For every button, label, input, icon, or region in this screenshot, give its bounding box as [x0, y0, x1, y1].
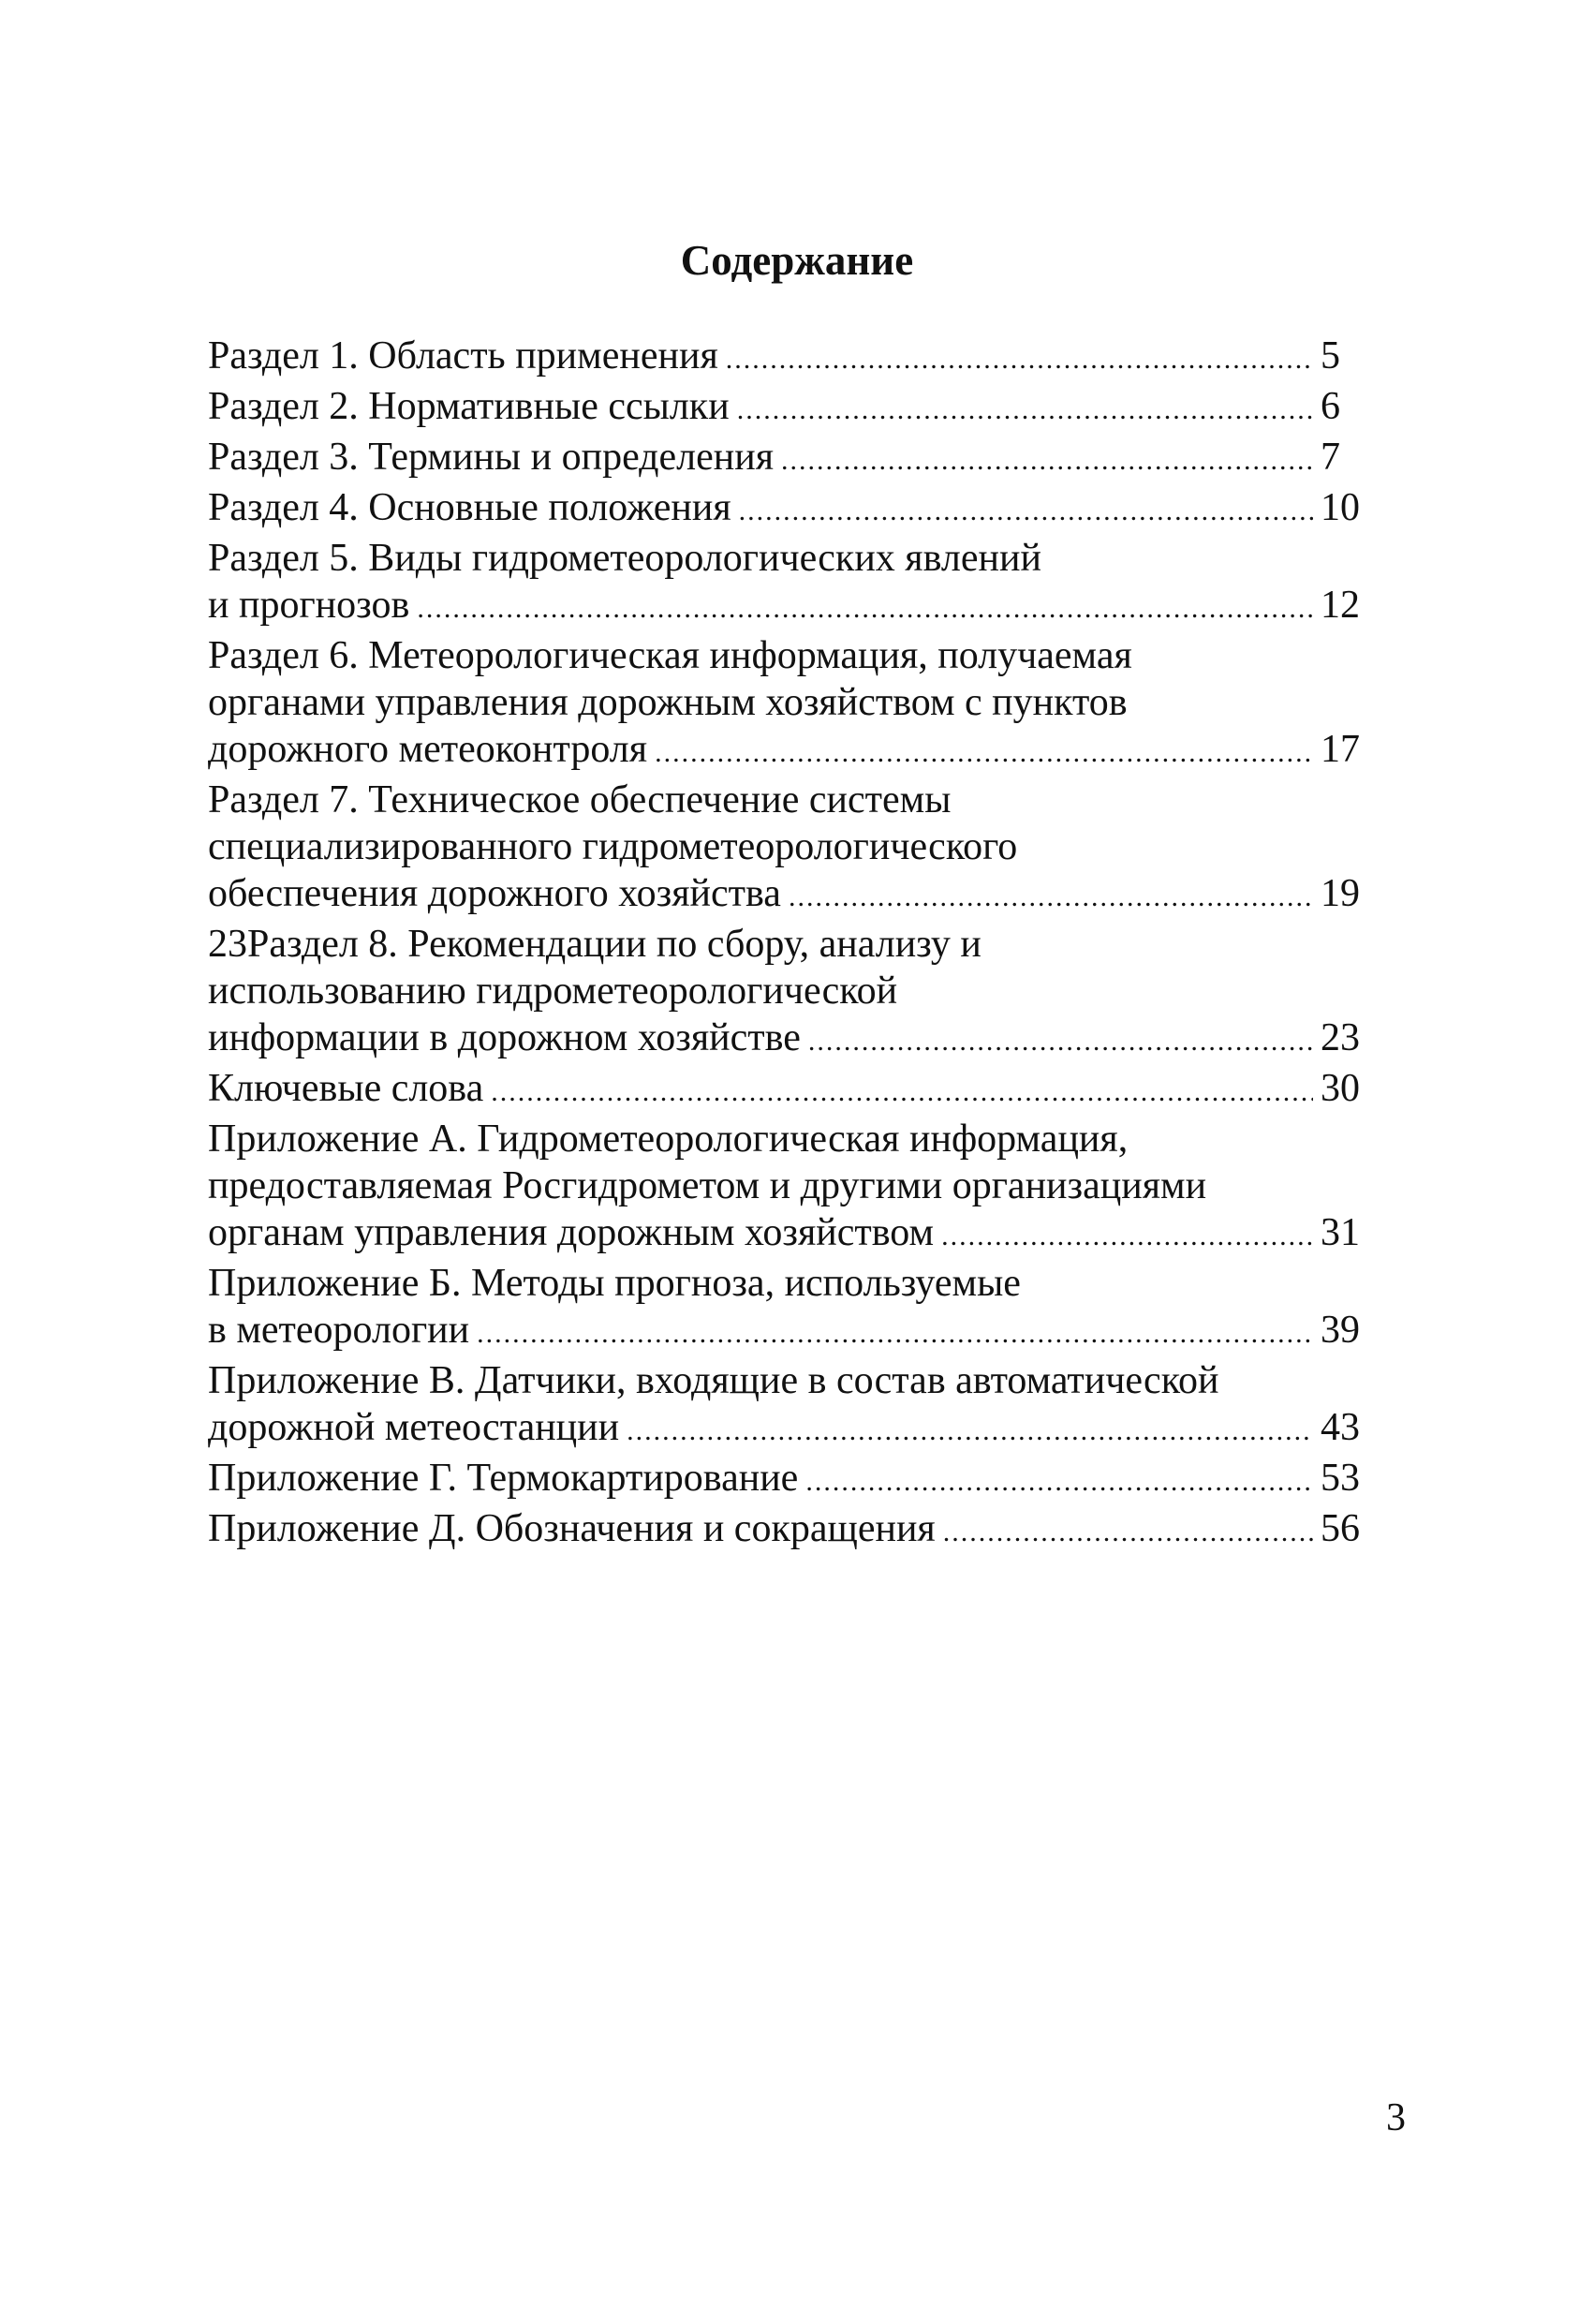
toc-entry-text: Раздел 5. Виды гидрометеорологических явлений: [208, 537, 1041, 580]
toc-entry[interactable]: [208, 333, 1369, 383]
toc-page-number: 31: [1321, 1211, 1360, 1254]
toc-entry-text: Приложение А. Гидрометеорологическая информация,: [208, 1118, 1129, 1161]
toc-entry-row: [208, 582, 1369, 632]
toc-entry-row: [208, 726, 1369, 777]
toc-entry-text: органам управления дорожным хозяйством: [208, 1211, 935, 1254]
toc-page-number: 23: [1321, 1016, 1360, 1059]
toc-entry-text: обеспечения дорожного хозяйства: [208, 872, 781, 915]
toc-page-number: 6: [1321, 385, 1340, 428]
page-title: Содержание: [680, 237, 914, 284]
toc-dot-leader: [739, 488, 1313, 535]
toc-dot-leader: [941, 1213, 1313, 1260]
toc-entry[interactable]: [208, 632, 1369, 777]
toc-page-number: 39: [1321, 1309, 1360, 1352]
toc-entry[interactable]: [208, 535, 1369, 632]
toc-entry-text: Приложение Д. Обозначения и сокращения: [208, 1507, 936, 1550]
toc-entry-text: Раздел 1. Область применения: [208, 334, 718, 377]
toc-entry-text: Раздел 6. Метеорологическая информация, получаемая: [208, 634, 1132, 677]
toc-entry-text: Раздел 2. Нормативные ссылки: [208, 385, 730, 428]
toc-dot-leader: [737, 387, 1313, 434]
toc-entry-text: Приложение Б. Методы прогноза, используемые: [208, 1262, 1021, 1305]
page-number: 3: [1386, 2096, 1406, 2139]
toc-dot-leader: [491, 1069, 1313, 1116]
toc-entry-row: [208, 333, 1369, 383]
toc-page-number: 10: [1321, 486, 1360, 529]
toc-entry[interactable]: [208, 484, 1369, 535]
toc-entry-text: Приложение В. Датчики, входящие в состав автоматической: [208, 1359, 1219, 1402]
toc-entry-text: Приложение Г. Термокартирование: [208, 1457, 799, 1500]
toc-dot-leader: [781, 437, 1313, 484]
toc-dot-leader: [627, 1408, 1313, 1455]
toc-entry[interactable]: [208, 921, 1369, 1065]
toc-page-number: 7: [1321, 436, 1340, 479]
toc-entry-row: [208, 1065, 1369, 1116]
toc-entry-row: [208, 1014, 1369, 1065]
toc-entry-row: [208, 484, 1369, 535]
toc-dot-leader: [726, 336, 1313, 383]
toc-page-number: 30: [1321, 1067, 1360, 1110]
toc-entry[interactable]: [208, 1357, 1369, 1455]
toc-entry-text: в метеорологии: [208, 1309, 470, 1352]
toc-entry-row: [208, 1307, 1369, 1357]
toc-page-number: 5: [1321, 334, 1340, 377]
toc-dot-leader: [808, 1018, 1313, 1065]
toc-entry-text: Раздел 3. Термины и определения: [208, 436, 775, 479]
toc-dot-leader: [477, 1310, 1313, 1357]
toc-entry-text: Раздел 4. Основные положения: [208, 486, 731, 529]
toc-entry[interactable]: [208, 1455, 1369, 1505]
toc-entry-row: [208, 1209, 1369, 1260]
toc-entry-row: [208, 1455, 1369, 1505]
toc-entry-row: [208, 383, 1369, 434]
toc-entry[interactable]: [208, 434, 1369, 484]
toc-entry-text: дорожного метеоконтроля: [208, 728, 648, 771]
toc-page-number: 53: [1321, 1457, 1360, 1500]
toc-page-number: 56: [1321, 1507, 1360, 1550]
toc-dot-leader: [417, 585, 1313, 632]
toc-dot-leader: [789, 874, 1313, 921]
toc-entry[interactable]: [208, 777, 1369, 921]
toc-page-number: 19: [1321, 872, 1360, 915]
toc-entry-text: 23Раздел 8. Рекомендации по сбору, анализу и: [208, 923, 981, 966]
toc-entry[interactable]: [208, 1505, 1369, 1556]
toc-entry-text: использованию гидрометеорологической: [208, 970, 898, 1013]
toc-page-number: 12: [1321, 584, 1360, 627]
toc-entry[interactable]: [208, 1065, 1369, 1116]
toc-entry-text: специализированного гидрометеорологического: [208, 825, 1018, 868]
toc-entry-text: органами управления дорожным хозяйством с пунктов: [208, 681, 1128, 724]
toc-entry-text: информации в дорожном хозяйстве: [208, 1016, 801, 1059]
toc-entry-text: Ключевые слова: [208, 1067, 484, 1110]
toc-entry-text: Раздел 7. Техническое обеспечение системы: [208, 778, 952, 822]
toc-entry[interactable]: [208, 383, 1369, 434]
toc-entry-text: и прогнозов: [208, 584, 410, 627]
toc-page-number: 43: [1321, 1406, 1360, 1449]
toc-entry[interactable]: [208, 1116, 1369, 1260]
toc-entry-row: [208, 434, 1369, 484]
toc-entry-text: предоставляемая Росгидрометом и другими организациями: [208, 1164, 1207, 1207]
toc-entry-row: [208, 1404, 1369, 1455]
toc-dot-leader: [655, 730, 1313, 777]
toc-page-number: 17: [1321, 728, 1360, 771]
toc-entry-text: дорожной метеостанции: [208, 1406, 620, 1449]
toc-entry[interactable]: [208, 1260, 1369, 1357]
toc-entry-row: [208, 870, 1369, 921]
table-of-contents: [208, 333, 1369, 1556]
toc-dot-leader: [943, 1509, 1313, 1556]
toc-dot-leader: [805, 1458, 1313, 1505]
toc-entry-row: [208, 1505, 1369, 1556]
